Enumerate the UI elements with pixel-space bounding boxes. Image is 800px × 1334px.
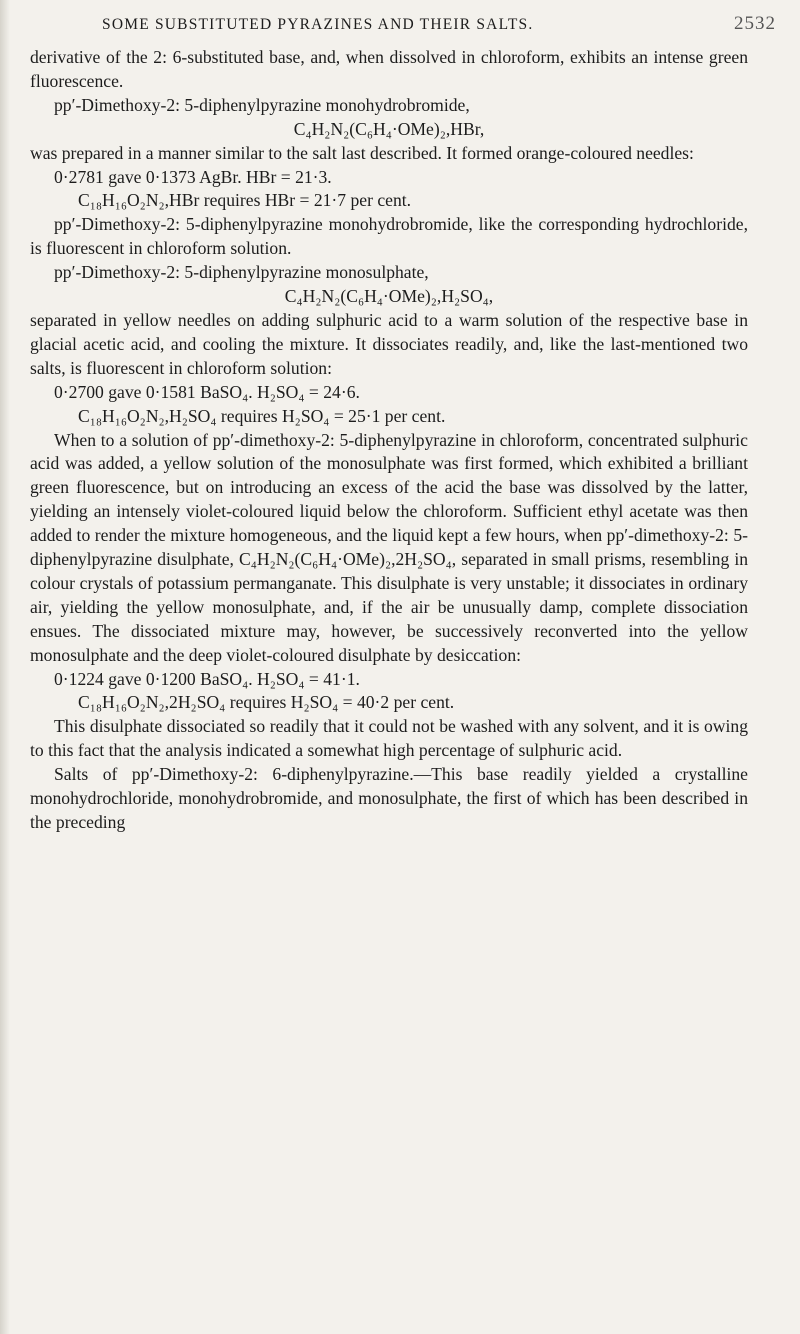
formula-monohydrobromide: C₄H₂N₂(C₆H₄·OMe)₂,HBr, [293,118,485,139]
analysis-required-3: C₁₈H₁₆O₂N₂,2H₂SO₄ requires H₂SO₄ = 40·2 per cent. [78,692,455,713]
running-title: SOME SUBSTITUTED PYRAZINES AND THEIR SALTS. [102,16,534,33]
analysis-found-1: 0·2781 gave 0·1373 AgBr. HBr = 21·3. [54,166,332,187]
para-separated: separated in yellow needles on adding sulphuric acid to a warm solution of the respective base in glacial acetic acid, and cooling the mixture. It dissociates readily, and, like the last-mentioned two salts, is fluorescent in chloroform solution: [30,309,748,378]
running-header [102,12,776,46]
para-derivative: derivative of the 2: 6-substituted base, and, when dissolved in chloroform, exhibits an intense green fluorescence. [30,47,748,91]
analysis-found-3: 0·1224 gave 0·1200 BaSO₄. H₂SO₄ = 41·1. [54,668,360,689]
compound-heading-monohydrobromide: pp′-Dimethoxy-2: 5-diphenylpyrazine monohydrobromide, [54,94,470,115]
compound-heading-monosulphate: pp′-Dimethoxy-2: 5-diphenylpyrazine monosulphate, [54,262,429,283]
para-prepared: was prepared in a manner similar to the salt last described. It formed orange-coloured needles: [30,142,694,163]
analysis-required-2: C₁₈H₁₆O₂N₂,H₂SO₄ requires H₂SO₄ = 25·1 per cent. [78,405,446,426]
para-fluorescent: pp′-Dimethoxy-2: 5-diphenylpyrazine monohydrobromide, like the corresponding hydrochloride, is fluorescent in chloroform solution. [30,214,748,259]
para-dissociated: This disulphate dissociated so readily that it could not be washed with any solvent, and it is owing to this fact that the analysis indicated a somewhat high percentage of sulphuric acid. [30,716,748,761]
analysis-required-1: C₁₈H₁₆O₂N₂,HBr requires HBr = 21·7 per cent. [78,190,412,211]
analysis-found-2: 0·2700 gave 0·1581 BaSO₄. H₂SO₄ = 24·6. [54,381,360,402]
page-number: 2532 [734,13,776,34]
formula-monosulphate: C₄H₂N₂(C₆H₄·OMe)₂,H₂SO₄, [284,286,494,307]
para-disulphate: When to a solution of pp′-dimethoxy-2: 5-diphenylpyrazine in chloroform, concentrated sulphuric acid was added, a yellow solution of the monosulphate was first formed, which exhibited a brilliant green fluorescence, but on introducing an excess of the acid the base was dissolved by the latter, yielding an intensely violet-coloured liquid below the chloroform. Sufficient ethyl acetate was then added to render the mixture homogeneous, and the liquid kept a few hours, when pp′-dimethoxy-2: 5-diphenylpyrazine disulphate, C₄H₂N₂(C₆H₄·OMe)₂,2H₂SO₄, separated in small prisms, resembling in colour crystals of potassium permanganate. This disulphate is very unstable; it dissociates in ordinary air, yielding the yellow monosulphate, and, if the air be unusually damp, complete dissociation ensues. The dissociated mixture may, however, be successively reconverted into the yellow monosulphate and the deep violet-coloured disulphate by desiccation: [30,429,748,665]
para-salts: Salts of pp′-Dimethoxy-2: 6-diphenylpyrazine.—This base readily yielded a crystalline monohydrochloride, monohydrobromide, and monosulphate, the first of which has been described in the preceding [30,764,748,832]
